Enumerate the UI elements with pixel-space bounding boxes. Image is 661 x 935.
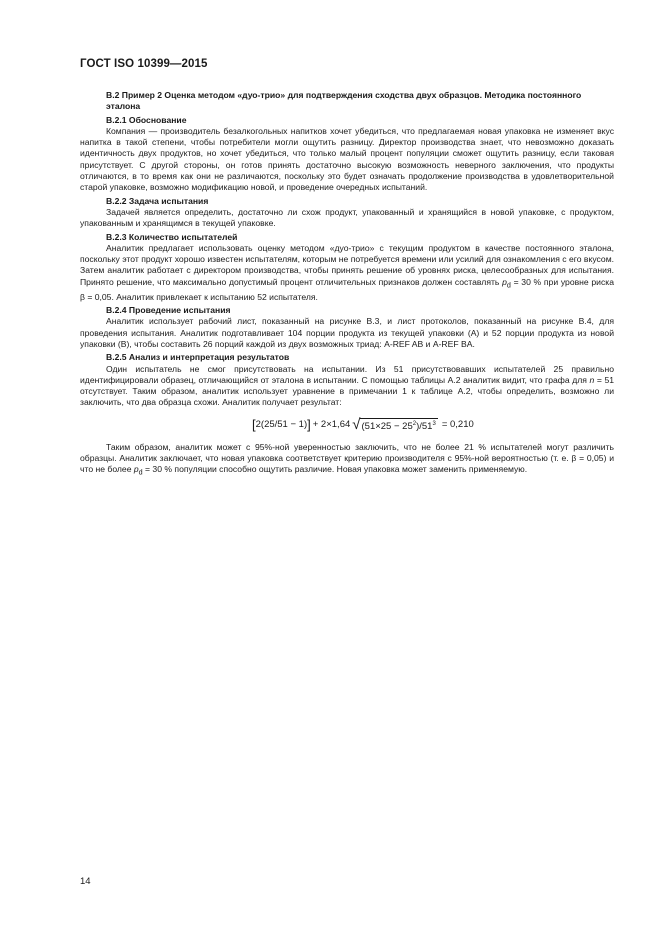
formula-cube: 3 (432, 420, 436, 427)
formula-radicand: (51×25 − 25 (361, 420, 413, 432)
paragraph-b25-text-b: = 51 отсутствует. Таким образом, аналитик использует уравнение в примечании 1 к таблице A.2, чтобы определить, возможно ли заключить, что два образца схожи. Аналитик получает результат: (80, 374, 614, 408)
document-body (80, 90, 614, 480)
section-title: B.2 Пример 2 Оценка методом «дуо-трио» для подтверждения сходства двух образцов. Методика постоянного эталона (106, 90, 582, 112)
document-header: ГОСТ ISO 10399—2015 (80, 58, 208, 70)
paragraph-b21: Компания — производитель безалкогольных напитков хочет убедиться, что предлагаемая новая упаковка не изменяет вкус напитка в такой степени, чтобы потребители могли ощутить разницу. Директор производства знает, что невозможно доказать идентичность двух продуктов, но хочет убедиться, что только малый процент популяции сможет ощутить разницу, если таковая присутствует. С другой стороны, он готов принять достаточно высокую возможность неверного заключения, что продукты отличаются, в то время как они не различаются, поскольку это будет означать продолжение производства в удовлетворительной старой упаковке, возможно модификацию новой, и проведение очередных испытаний. (80, 125, 614, 193)
pd-subscript: d (506, 281, 511, 290)
formula-square: 2 (412, 420, 417, 427)
sqrt-icon: √ (352, 416, 361, 434)
n-symbol: n (589, 374, 595, 385)
pd-symbol: p (502, 276, 507, 287)
pd-symbol-2: p (133, 464, 139, 475)
formula-result: = 0,210 (441, 419, 474, 431)
paragraph-b25-text-d: = 30 % популяции способно ощутить различие. Новая упаковка может заменить применяемую. (142, 464, 528, 475)
subsection-title-b21: B.2.1 Обоснование (106, 114, 187, 125)
paragraph-b23-text-a: Аналитик предлагает использовать оценку методом «дуо-трио» с текущим продуктом в качестве постоянного эталона, поскольку этот продукт хорошо известен испытателям, которым не потребуется времени или усилий для ознакомления с его вкусом. Затем аналитик работает с директором производства, чтобы принять решение об уровнях риска, целесообразных для испытания. Принято решение, что максимально допустимый процент отличительных признаков должен составлять (80, 242, 614, 287)
paragraph-b25-text-c: Таким образом, аналитик может с 95%-ной уверенностью заключить, что не более 21 % испытателей могут различить образцы. Аналитик заключает, что новая упаковка соответствует критерию производителя с 95%-ной вероятностью (т. е. β = 0,05) и что не более (80, 441, 614, 475)
subsection-title-b24: B.2.4 Проведение испытания (106, 305, 231, 316)
paragraph-b22: Задачей является определить, достаточно ли схож продукт, упакованный и хранящийся в новой упаковке, с продуктом, упакованным и хранящимся в текущей упаковке. (80, 206, 614, 229)
paragraph-b25-b (80, 442, 614, 480)
paragraph-b25-text-a: Один испытатель не смог присутствовать на испытании. Из 51 присутствовавших испытателей 25 правильно идентифицировали образец, отличающийся от эталона в испытании. С помощью таблицы A.2 аналитик видит, что графа для (80, 363, 614, 385)
paragraph-b24: Аналитик использует рабочий лист, показанный на рисунке B.3, и лист протоколов, показанный на рисунке B.4, для проведения испытания. Аналитик подготавливает 104 порции продукта из текущей упаковки (A) и 52 порции продукта из новой упаковки (B), чтобы составить 26 порций каждой из двух возможных триад: A-REF AB и A-REF BA. (80, 316, 614, 349)
subsection-title-b23: B.2.3 Количество испытателей (106, 231, 238, 242)
formula-part2: + 2×1,64 (312, 419, 351, 431)
result-formula: [ 2(25/51 − 1) ] + 2×1,64 √ $(51\times 25 - 25^2)/51^3$ = 0,210 (252, 416, 474, 434)
paragraph-b23 (80, 243, 614, 303)
paragraph-b23-text-b: = 30 % при уровне риска β = 0,05. Аналитик привлекает к испытанию 52 испытателя. (80, 276, 614, 302)
subsection-title-b25: B.2.5 Анализ и интерпретация результатов (106, 352, 290, 363)
subsection-title-b22: B.2.2 Задача испытания (106, 195, 209, 206)
paragraph-b25-a (80, 364, 614, 409)
formula-sqrt (352, 418, 438, 432)
pd-subscript-2: d (138, 469, 143, 478)
formula-radicand-end: )/51 (416, 420, 433, 432)
page-number: 14 (80, 876, 91, 887)
formula-part1: 2(25/51 − 1) (255, 419, 308, 431)
